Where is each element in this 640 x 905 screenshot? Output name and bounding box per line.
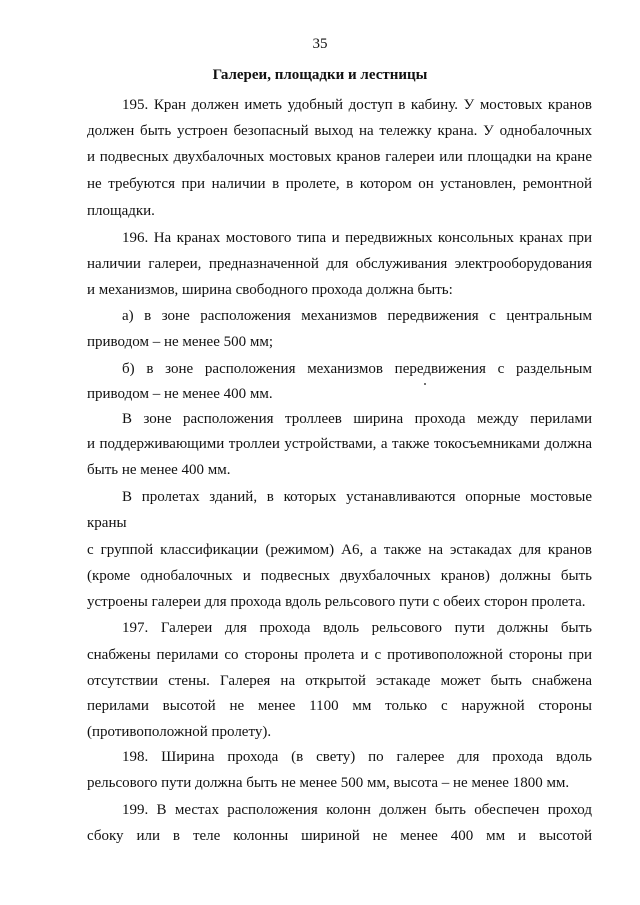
text-line: площадки. bbox=[87, 203, 155, 219]
page-number: 35 bbox=[312, 36, 328, 52]
text-line: перилами высотой не менее 1100 мм только с наружной стороны bbox=[87, 698, 592, 714]
scan-speck bbox=[424, 383, 426, 385]
text-line: приводом – не менее 500 мм; bbox=[87, 334, 274, 350]
text-line: (кроме однобалочных и подвесных двухбалочных кранов) должны быть bbox=[87, 568, 592, 584]
text-line: рельсового пути должна быть не менее 500 мм, высота – не менее 1800 мм. bbox=[87, 775, 570, 791]
section-heading: Галереи, площадки и лестницы bbox=[212, 67, 428, 83]
text-line: 196. На кранах мостового типа и передвижных консольных кранах при bbox=[122, 230, 592, 246]
text-line: 199. В местах расположения колонн должен быть обеспечен проход bbox=[122, 802, 592, 818]
text-line: приводом – не менее 400 мм. bbox=[87, 386, 273, 402]
text-line: и поддерживающими троллеи устройствами, а также токосъемниками должна bbox=[87, 436, 592, 452]
text-line: сбоку или в теле колонны шириной не менее 400 мм и высотой bbox=[87, 828, 592, 844]
text-line: с группой классификации (режимом) А6, а также на эстакадах для кранов bbox=[87, 542, 592, 558]
text-line: снабжены перилами со стороны пролета и с противоположной стороны при bbox=[87, 647, 592, 663]
text-line: 197. Галереи для прохода вдоль рельсового пути должны быть bbox=[122, 620, 592, 636]
text-line: устроены галереи для прохода вдоль рельсового пути с обеих сторон пролета. bbox=[87, 594, 586, 610]
text-line: В зоне расположения троллеев ширина прохода между перилами bbox=[122, 411, 592, 427]
text-line: 195. Кран должен иметь удобный доступ в кабину. У мостовых кранов bbox=[122, 97, 592, 113]
text-line: не требуются при наличии в пролете, в котором он установлен, ремонтной bbox=[87, 176, 592, 192]
text-line: должен быть устроен безопасный выход на тележку крана. У однобалочных bbox=[87, 123, 592, 139]
text-line: (противоположной пролету). bbox=[87, 724, 272, 740]
text-line: В пролетах зданий, в которых устанавливаются опорные мостовые bbox=[122, 489, 592, 505]
text-line: б) в зоне расположения механизмов передвижения с раздельным bbox=[122, 361, 592, 377]
text-line: и механизмов, ширина свободного прохода должна быть: bbox=[87, 282, 453, 298]
text-line: 198. Ширина прохода (в свету) по галерее для прохода вдоль bbox=[122, 749, 592, 765]
text-line: и подвесных двухбалочных мостовых кранов галереи или площадки на кране bbox=[87, 149, 592, 165]
text-line: отсутствии стены. Галерея на открытой эстакаде может быть снабжена bbox=[87, 673, 592, 689]
text-line: а) в зоне расположения механизмов передвижения с центральным bbox=[122, 308, 592, 324]
text-line: наличии галереи, предназначенной для обслуживания электрооборудования bbox=[87, 256, 592, 272]
text-line: краны bbox=[87, 515, 127, 531]
text-line: быть не менее 400 мм. bbox=[87, 462, 231, 478]
